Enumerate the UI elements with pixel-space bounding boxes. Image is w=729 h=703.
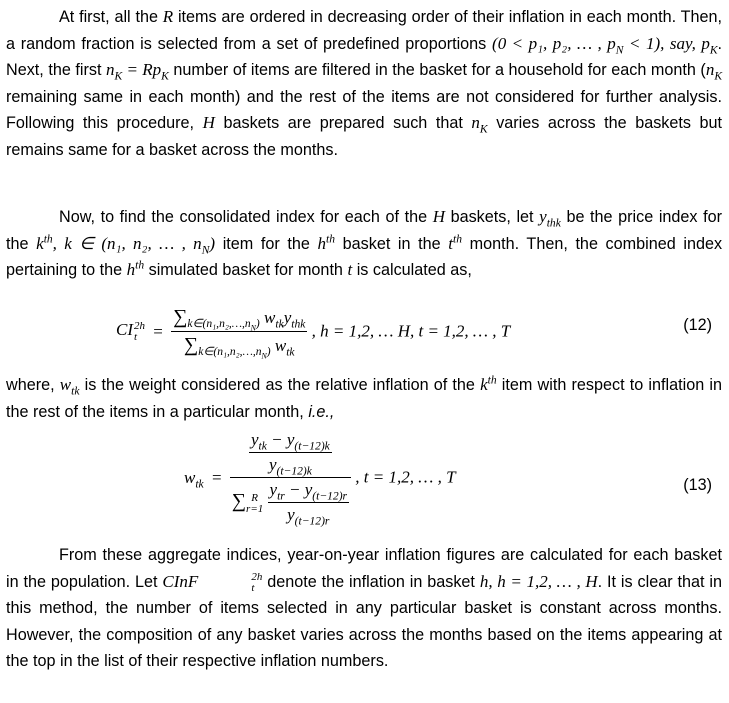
math-expr: h, h = 1,2, … , H (479, 571, 598, 591)
paragraph-1 (6, 4, 722, 163)
text: item for the (222, 234, 310, 253)
math-expr: $k^{th}$, k ∈ (n₁, n₂, … , $n_N$) (36, 231, 216, 256)
text: number of items are filtered in the basket for a household for each month ( (173, 61, 706, 79)
text: simulated basket for month (148, 261, 343, 279)
text: From these aggregate indices, year-on-year inflation figures are calculated for each basket in the population. Let (6, 546, 722, 591)
text: is the weight considered as the relative inflation of the (84, 376, 475, 394)
equation-number-12: (12) (683, 316, 712, 334)
math-expr: CInF 2h t (162, 570, 263, 594)
eq13-tail: , t = 1,2, … , T (355, 467, 456, 487)
math-var: R (162, 7, 174, 26)
math-var: H (432, 207, 445, 226)
text: varies across the baskets but remains same for a basket across the months. (6, 114, 723, 159)
paragraph-2 (6, 204, 722, 284)
math-expr: $w_{tk}$ (59, 375, 80, 398)
text: . Next, the first (6, 34, 723, 79)
text: remaining same in each month) and the rest of the items are not considered for further analysis. Following this procedure, (6, 87, 722, 132)
text: is calculated as, (356, 261, 472, 279)
text: be the price index for the (6, 208, 723, 253)
math-expr: $y_{thk}$ (539, 207, 561, 230)
text: Now, to find the consolidated index for each of the (59, 208, 428, 226)
eq13-fraction: $\frac{y_{tk} - y_{(t-12)k}}{y_{(t-12)k}}$ ∑ R r=1 $\frac{y_{tr} - y_{(t-12)r}}{y_{(t-12)r}}$ (230, 430, 351, 525)
text-ie: i.e., (308, 402, 335, 421)
text: where, (6, 376, 55, 394)
math-expr: $n_K = Rp_K$ (106, 60, 169, 83)
text: basket in the (342, 234, 441, 253)
text: denote the inflation in basket (267, 572, 475, 591)
equation-12: CI 2h t = $\frac{\sum_{k\in(n_1,n_2,\dots,n_N)} w_{tk}y_{thk}}{\sum_{k\in(n_1,n_2,\dots,n_N)} w_{tk}}$ , h = 1,2, … H, t = 1,2, … , T (12) (116, 306, 712, 361)
eq12-tail: , h = 1,2, … H, t = 1,2, … , T (311, 321, 511, 341)
text: At first, all the (59, 8, 158, 26)
text: baskets are prepared such that (223, 114, 463, 132)
paragraph-3 (6, 372, 722, 425)
equation-13: $w_{tk}$ = $\frac{y_{tk} - y_{(t-12)k}}{y_{(t-12)k}}$ ∑ R r=1 $\frac{y_{tr} - y_{(t-12)r}}{y_{(t-12)r}}$ , t = 1,2, … , T (13) (184, 430, 712, 528)
eq12-fraction: $\frac{\sum_{k\in(n_1,n_2,\dots,n_N)} w_{tk}y_{thk}}{\sum_{k\in(n_1,n_2,\dots,n_N)} w_{tk}}$ (173, 306, 306, 361)
math-expr: $h^{th}$ (126, 258, 145, 279)
paragraph-4 (6, 542, 722, 675)
equation-number-13: (13) (683, 476, 712, 494)
math-expr: $n_K$ (705, 60, 723, 83)
text: . It is clear that in this method, the number of items selected in any particular basket is constant across months. However, the composition of any basket varies across the months based on the items appearing at the top in the list of their respective inflation numbers. (6, 572, 723, 670)
text: month. Then, the combined index pertaining to the (6, 234, 723, 279)
math-var: H (202, 113, 215, 132)
eq13-lhs: $w_{tk}$ (184, 467, 204, 490)
math-expr: $h^{th}$ (317, 231, 335, 253)
eq12-lhs: CI 2h t (116, 319, 145, 343)
math-expr: $t^{th}$ (448, 231, 462, 253)
math-var: t (347, 260, 353, 279)
math-expr: (0 < p₁, p₂, … , $p_N < 1$), say, $p_K$ (492, 33, 718, 56)
math-expr: $k^{th}$ (480, 373, 497, 394)
math-expr: $n_K$ (471, 113, 488, 136)
text: item with respect to inflation in the rest of the items in a particular month, (6, 376, 722, 421)
text: baskets, let (450, 208, 534, 226)
text: items are ordered in decreasing order of their inflation in each month. Then, a random fraction is selected from a set of predefined proportions (6, 8, 722, 53)
